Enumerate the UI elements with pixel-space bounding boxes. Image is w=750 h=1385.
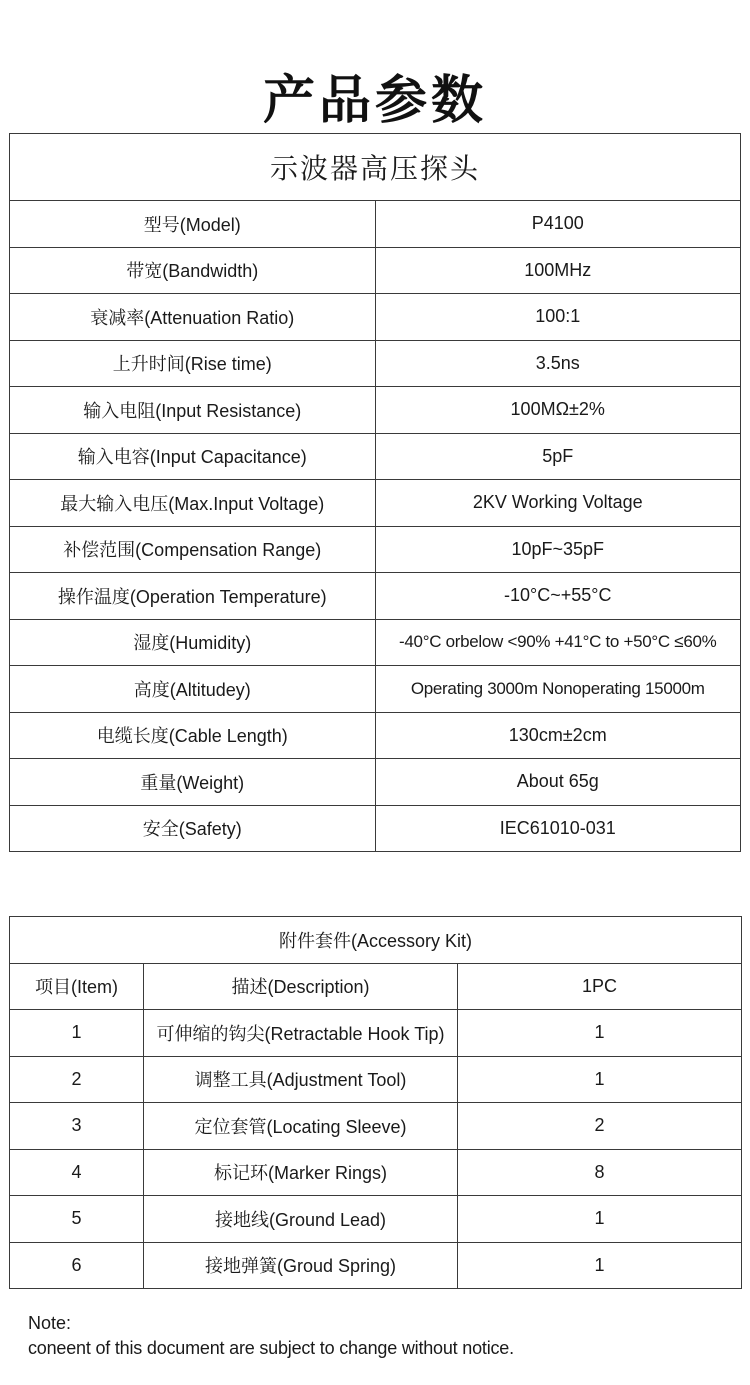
spec-row [10, 294, 741, 341]
spec-row [10, 573, 741, 620]
kit-item-qty: 2 [458, 1103, 742, 1150]
kit-item-qty: 1 [458, 1242, 742, 1289]
spec-row [10, 712, 741, 759]
spec-label: 上升时间(Rise time) [10, 340, 376, 387]
spec-row [10, 805, 741, 852]
spec-value: 3.5ns [375, 340, 741, 387]
spec-table [9, 133, 741, 852]
kit-row [10, 1010, 742, 1057]
spec-value: About 65g [375, 759, 741, 806]
spec-value: 100MΩ±2% [375, 387, 741, 434]
spec-label: 操作温度(Operation Temperature) [10, 573, 376, 620]
kit-col-item-header: 项目(Item) [10, 963, 144, 1010]
kit-title: 附件套件(Accessory Kit) [10, 917, 742, 964]
spec-label: 电缆长度(Cable Length) [10, 712, 376, 759]
kit-item-description: 定位套管(Locating Sleeve) [144, 1103, 458, 1150]
kit-item-description: 接地弹簧(Groud Spring) [144, 1242, 458, 1289]
kit-header-row [10, 963, 742, 1010]
spec-label: 输入电阻(Input Resistance) [10, 387, 376, 434]
kit-item-number: 3 [10, 1103, 144, 1150]
spec-row [10, 759, 741, 806]
kit-item-number: 5 [10, 1196, 144, 1243]
spec-label: 安全(Safety) [10, 805, 376, 852]
kit-item-number: 1 [10, 1010, 144, 1057]
kit-item-number: 6 [10, 1242, 144, 1289]
kit-item-number: 4 [10, 1149, 144, 1196]
spec-row [10, 387, 741, 434]
kit-row [10, 1056, 742, 1103]
spec-value: 100MHz [375, 247, 741, 294]
spec-label: 补偿范围(Compensation Range) [10, 526, 376, 573]
kit-title-row [10, 917, 742, 964]
kit-item-description: 调整工具(Adjustment Tool) [144, 1056, 458, 1103]
kit-item-description: 接地线(Ground Lead) [144, 1196, 458, 1243]
spec-value: 130cm±2cm [375, 712, 741, 759]
spec-row [10, 247, 741, 294]
spec-row [10, 666, 741, 713]
spec-row [10, 201, 741, 248]
spec-value: 10pF~35pF [375, 526, 741, 573]
page-title: 产品参数 [262, 72, 487, 130]
kit-item-description: 可伸缩的钩尖(Retractable Hook Tip) [144, 1010, 458, 1057]
kit-item-qty: 1 [458, 1056, 742, 1103]
spec-label: 带宽(Bandwidth) [10, 247, 376, 294]
spec-value: 5pF [375, 433, 741, 480]
spec-value: 2KV Working Voltage [375, 480, 741, 527]
kit-row [10, 1196, 742, 1243]
kit-item-qty: 8 [458, 1149, 742, 1196]
spec-row [10, 433, 741, 480]
kit-item-number: 2 [10, 1056, 144, 1103]
kit-col-description-header: 描述(Description) [144, 963, 458, 1010]
spec-label: 型号(Model) [10, 201, 376, 248]
spec-value: Operating 3000m Nonoperating 15000m [375, 666, 741, 713]
spec-label: 重量(Weight) [10, 759, 376, 806]
spec-row [10, 340, 741, 387]
kit-col-qty-header: 1PC [458, 963, 742, 1010]
kit-row [10, 1149, 742, 1196]
spec-header-row [10, 134, 741, 201]
spec-value: IEC61010-031 [375, 805, 741, 852]
kit-item-qty: 1 [458, 1196, 742, 1243]
kit-item-qty: 1 [458, 1010, 742, 1057]
kit-row [10, 1242, 742, 1289]
note-label: Note: [28, 1313, 72, 1333]
spec-label: 高度(Altitudey) [10, 666, 376, 713]
accessory-kit-table [9, 916, 742, 1289]
spec-value: P4100 [375, 201, 741, 248]
spec-value: -10°C~+55°C [375, 573, 741, 620]
kit-row [10, 1103, 742, 1150]
spec-header: 示波器高压探头 [10, 134, 741, 201]
spec-label: 最大输入电压(Max.Input Voltage) [10, 480, 376, 527]
spec-label: 湿度(Humidity) [10, 619, 376, 666]
kit-item-description: 标记环(Marker Rings) [144, 1149, 458, 1196]
spec-row [10, 480, 741, 527]
spec-value: 100:1 [375, 294, 741, 341]
spec-row [10, 619, 741, 666]
spec-value: -40°C orbelow <90% +41°C to +50°C ≤60% [375, 619, 741, 666]
spec-label: 输入电容(Input Capacitance) [10, 433, 376, 480]
spec-row [10, 526, 741, 573]
spec-label: 衰减率(Attenuation Ratio) [10, 294, 376, 341]
note-text: coneent of this document are subject to change without notice. [28, 1338, 514, 1358]
